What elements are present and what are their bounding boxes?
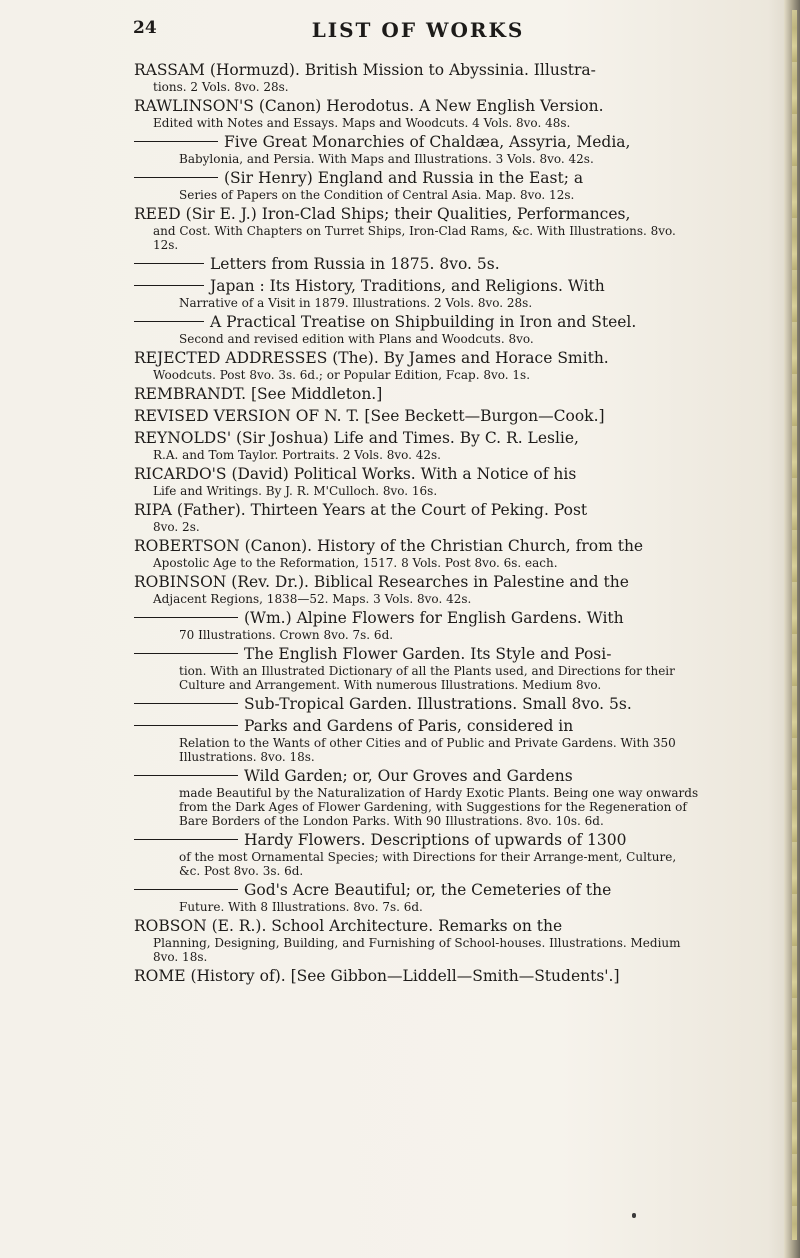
entry-rome bbox=[134, 967, 700, 986]
entry-detail: Planning, Designing, Building, and Furnishing of School-houses. Illustrations. Medium 8vo. 18s. bbox=[153, 936, 681, 964]
page-edge bbox=[784, 0, 800, 1258]
entry-robinson-paris bbox=[134, 717, 700, 764]
entry-robson bbox=[134, 917, 700, 964]
ditto-rule bbox=[134, 889, 238, 890]
catalogue-list bbox=[134, 61, 700, 986]
entry-detail: Series of Papers on the Condition of Central Asia. Map. 8vo. 12s. bbox=[179, 188, 575, 202]
ditto-rule bbox=[134, 285, 204, 286]
page-number: 24 bbox=[133, 18, 157, 38]
entry-main: (Sir Henry) England and Russia in the East; a bbox=[224, 169, 584, 187]
entry-detail: and Cost. With Chapters on Turret Ships, Iron-Clad Rams, &c. With Illustrations. 8vo. 12s. bbox=[153, 224, 676, 252]
entry-main: ROME (History of). [See Gibbon—Liddell—Smith—Students'.] bbox=[134, 967, 620, 985]
entry-main: RICARDO'S (David) Political Works. With a Notice of his bbox=[134, 465, 577, 483]
entry-main: REJECTED ADDRESSES (The). By James and Horace Smith. bbox=[134, 349, 609, 367]
entry-main: The English Flower Garden. Its Style and Posi- bbox=[244, 645, 612, 663]
entry-rawlinson-monarchies bbox=[134, 133, 700, 166]
entry-main: RIPA (Father). Thirteen Years at the Court of Peking. Post bbox=[134, 501, 588, 519]
entry-main: (Wm.) Alpine Flowers for English Gardens. With bbox=[244, 609, 624, 627]
entry-detail: 70 Illustrations. Crown 8vo. 7s. 6d. bbox=[179, 628, 394, 642]
entry-robinson-subtropical bbox=[134, 695, 700, 714]
entry-main: ROBINSON (Rev. Dr.). Biblical Researches in Palestine and the bbox=[134, 573, 629, 591]
entry-detail: Relation to the Wants of other Cities and of Public and Private Gardens. With 350 Illustrations. 8vo. 18s. bbox=[179, 736, 676, 764]
entry-rawlinson-henry bbox=[134, 169, 700, 202]
ditto-rule bbox=[134, 141, 218, 142]
entry-main: RAWLINSON'S (Canon) Herodotus. A New English Version. bbox=[134, 97, 604, 115]
entry-main: Parks and Gardens of Paris, considered in bbox=[244, 717, 574, 735]
entry-detail: tion. With an Illustrated Dictionary of all the Plants used, and Directions for their Culture and Arrangement. With numerous Illustrations. Medium 8vo. bbox=[179, 664, 675, 692]
entry-detail: Second and revised edition with Plans and Woodcuts. 8vo. bbox=[179, 332, 534, 346]
page-edge-stripe bbox=[792, 10, 797, 1240]
entry-detail: R.A. and Tom Taylor. Portraits. 2 Vols. 8vo. 42s. bbox=[153, 448, 441, 462]
entry-robinson-wild-garden bbox=[134, 767, 700, 828]
ditto-rule bbox=[134, 321, 204, 322]
entry-main: REMBRANDT. [See Middleton.] bbox=[134, 385, 383, 403]
ditto-rule bbox=[134, 653, 238, 654]
ditto-rule bbox=[134, 839, 238, 840]
entry-reynolds bbox=[134, 429, 700, 462]
entry-reed-japan bbox=[134, 277, 700, 310]
ditto-rule bbox=[134, 725, 238, 726]
entry-main: A Practical Treatise on Shipbuilding in Iron and Steel. bbox=[210, 313, 637, 331]
entry-main: Five Great Monarchies of Chaldæa, Assyria, Media, bbox=[224, 133, 631, 151]
entry-main: Hardy Flowers. Descriptions of upwards of 1300 bbox=[244, 831, 627, 849]
entry-ripa bbox=[134, 501, 700, 534]
entry-robinson-hardy-flowers bbox=[134, 831, 700, 878]
entry-detail: Woodcuts. Post 8vo. 3s. 6d.; or Popular Edition, Fcap. 8vo. 1s. bbox=[153, 368, 531, 382]
entry-detail: tions. 2 Vols. 8vo. 28s. bbox=[153, 80, 289, 94]
entry-main: REED (Sir E. J.) Iron-Clad Ships; their Qualities, Performances, bbox=[134, 205, 631, 223]
entry-rawlinson-herodotus bbox=[134, 97, 700, 130]
entry-robinson-alpine bbox=[134, 609, 700, 642]
entry-detail: Narrative of a Visit in 1879. Illustrations. 2 Vols. 8vo. 28s. bbox=[179, 296, 533, 310]
entry-robinson-researches bbox=[134, 573, 700, 606]
entry-detail: 8vo. 2s. bbox=[153, 520, 200, 534]
entry-detail: Future. With 8 Illustrations. 8vo. 7s. 6d. bbox=[179, 900, 423, 914]
ink-speck bbox=[632, 1213, 636, 1218]
entry-reed-ironclad bbox=[134, 205, 700, 252]
entry-main: ROBERTSON (Canon). History of the Christian Church, from the bbox=[134, 537, 644, 555]
entry-main: Sub-Tropical Garden. Illustrations. Small 8vo. 5s. bbox=[244, 695, 632, 713]
entry-main: Wild Garden; or, Our Groves and Gardens bbox=[244, 767, 573, 785]
entry-detail: Edited with Notes and Essays. Maps and Woodcuts. 4 Vols. 8vo. 48s. bbox=[153, 116, 571, 130]
running-title: LIST OF WORKS bbox=[311, 18, 525, 42]
entry-detail: Apostolic Age to the Reformation, 1517. 8 Vols. Post 8vo. 6s. each. bbox=[153, 556, 558, 570]
ditto-rule bbox=[134, 177, 218, 178]
entry-main: REYNOLDS' (Sir Joshua) Life and Times. By C. R. Leslie, bbox=[134, 429, 579, 447]
ditto-rule bbox=[134, 263, 204, 264]
entry-revised-version bbox=[134, 407, 700, 426]
entry-main: Letters from Russia in 1875. 8vo. 5s. bbox=[210, 255, 500, 273]
entry-reed-russia bbox=[134, 255, 700, 274]
entry-robinson-english-flower-garden bbox=[134, 645, 700, 692]
entry-detail: Life and Writings. By J. R. M'Culloch. 8vo. 16s. bbox=[153, 484, 438, 498]
page-header bbox=[133, 18, 703, 42]
entry-reed-shipbuilding bbox=[134, 313, 700, 346]
entry-rembrandt bbox=[134, 385, 700, 404]
entry-main: God's Acre Beautiful; or, the Cemeteries of the bbox=[244, 881, 612, 899]
entry-robinson-gods-acre bbox=[134, 881, 700, 914]
ditto-rule bbox=[134, 617, 238, 618]
ditto-rule bbox=[134, 703, 238, 704]
entry-rassam bbox=[134, 61, 700, 94]
entry-main: RASSAM (Hormuzd). British Mission to Abyssinia. Illustra- bbox=[134, 61, 596, 79]
entry-ricardo bbox=[134, 465, 700, 498]
entry-detail: Adjacent Regions, 1838—52. Maps. 3 Vols. 8vo. 42s. bbox=[153, 592, 472, 606]
entry-detail: made Beautiful by the Naturalization of Hardy Exotic Plants. Being one way onwards from the Dark Ages of Flower Gardening, with Suggestions for the Regeneration of Bare Borders of the London Parks. With 90 Illustrations. 8vo. 10s. 6d. bbox=[179, 786, 699, 828]
entry-rejected-addresses bbox=[134, 349, 700, 382]
entry-robertson bbox=[134, 537, 700, 570]
entry-detail: of the most Ornamental Species; with Directions for their Arrange-ment, Culture, &c. Post 8vo. 3s. 6d. bbox=[179, 850, 677, 878]
entry-main: Japan : Its History, Traditions, and Religions. With bbox=[210, 277, 605, 295]
ditto-rule bbox=[134, 775, 238, 776]
entry-detail: Babylonia, and Persia. With Maps and Illustrations. 3 Vols. 8vo. 42s. bbox=[179, 152, 594, 166]
entry-main: ROBSON (E. R.). School Architecture. Remarks on the bbox=[134, 917, 563, 935]
entry-main: REVISED VERSION OF N. T. [See Beckett—Burgon—Cook.] bbox=[134, 407, 605, 425]
